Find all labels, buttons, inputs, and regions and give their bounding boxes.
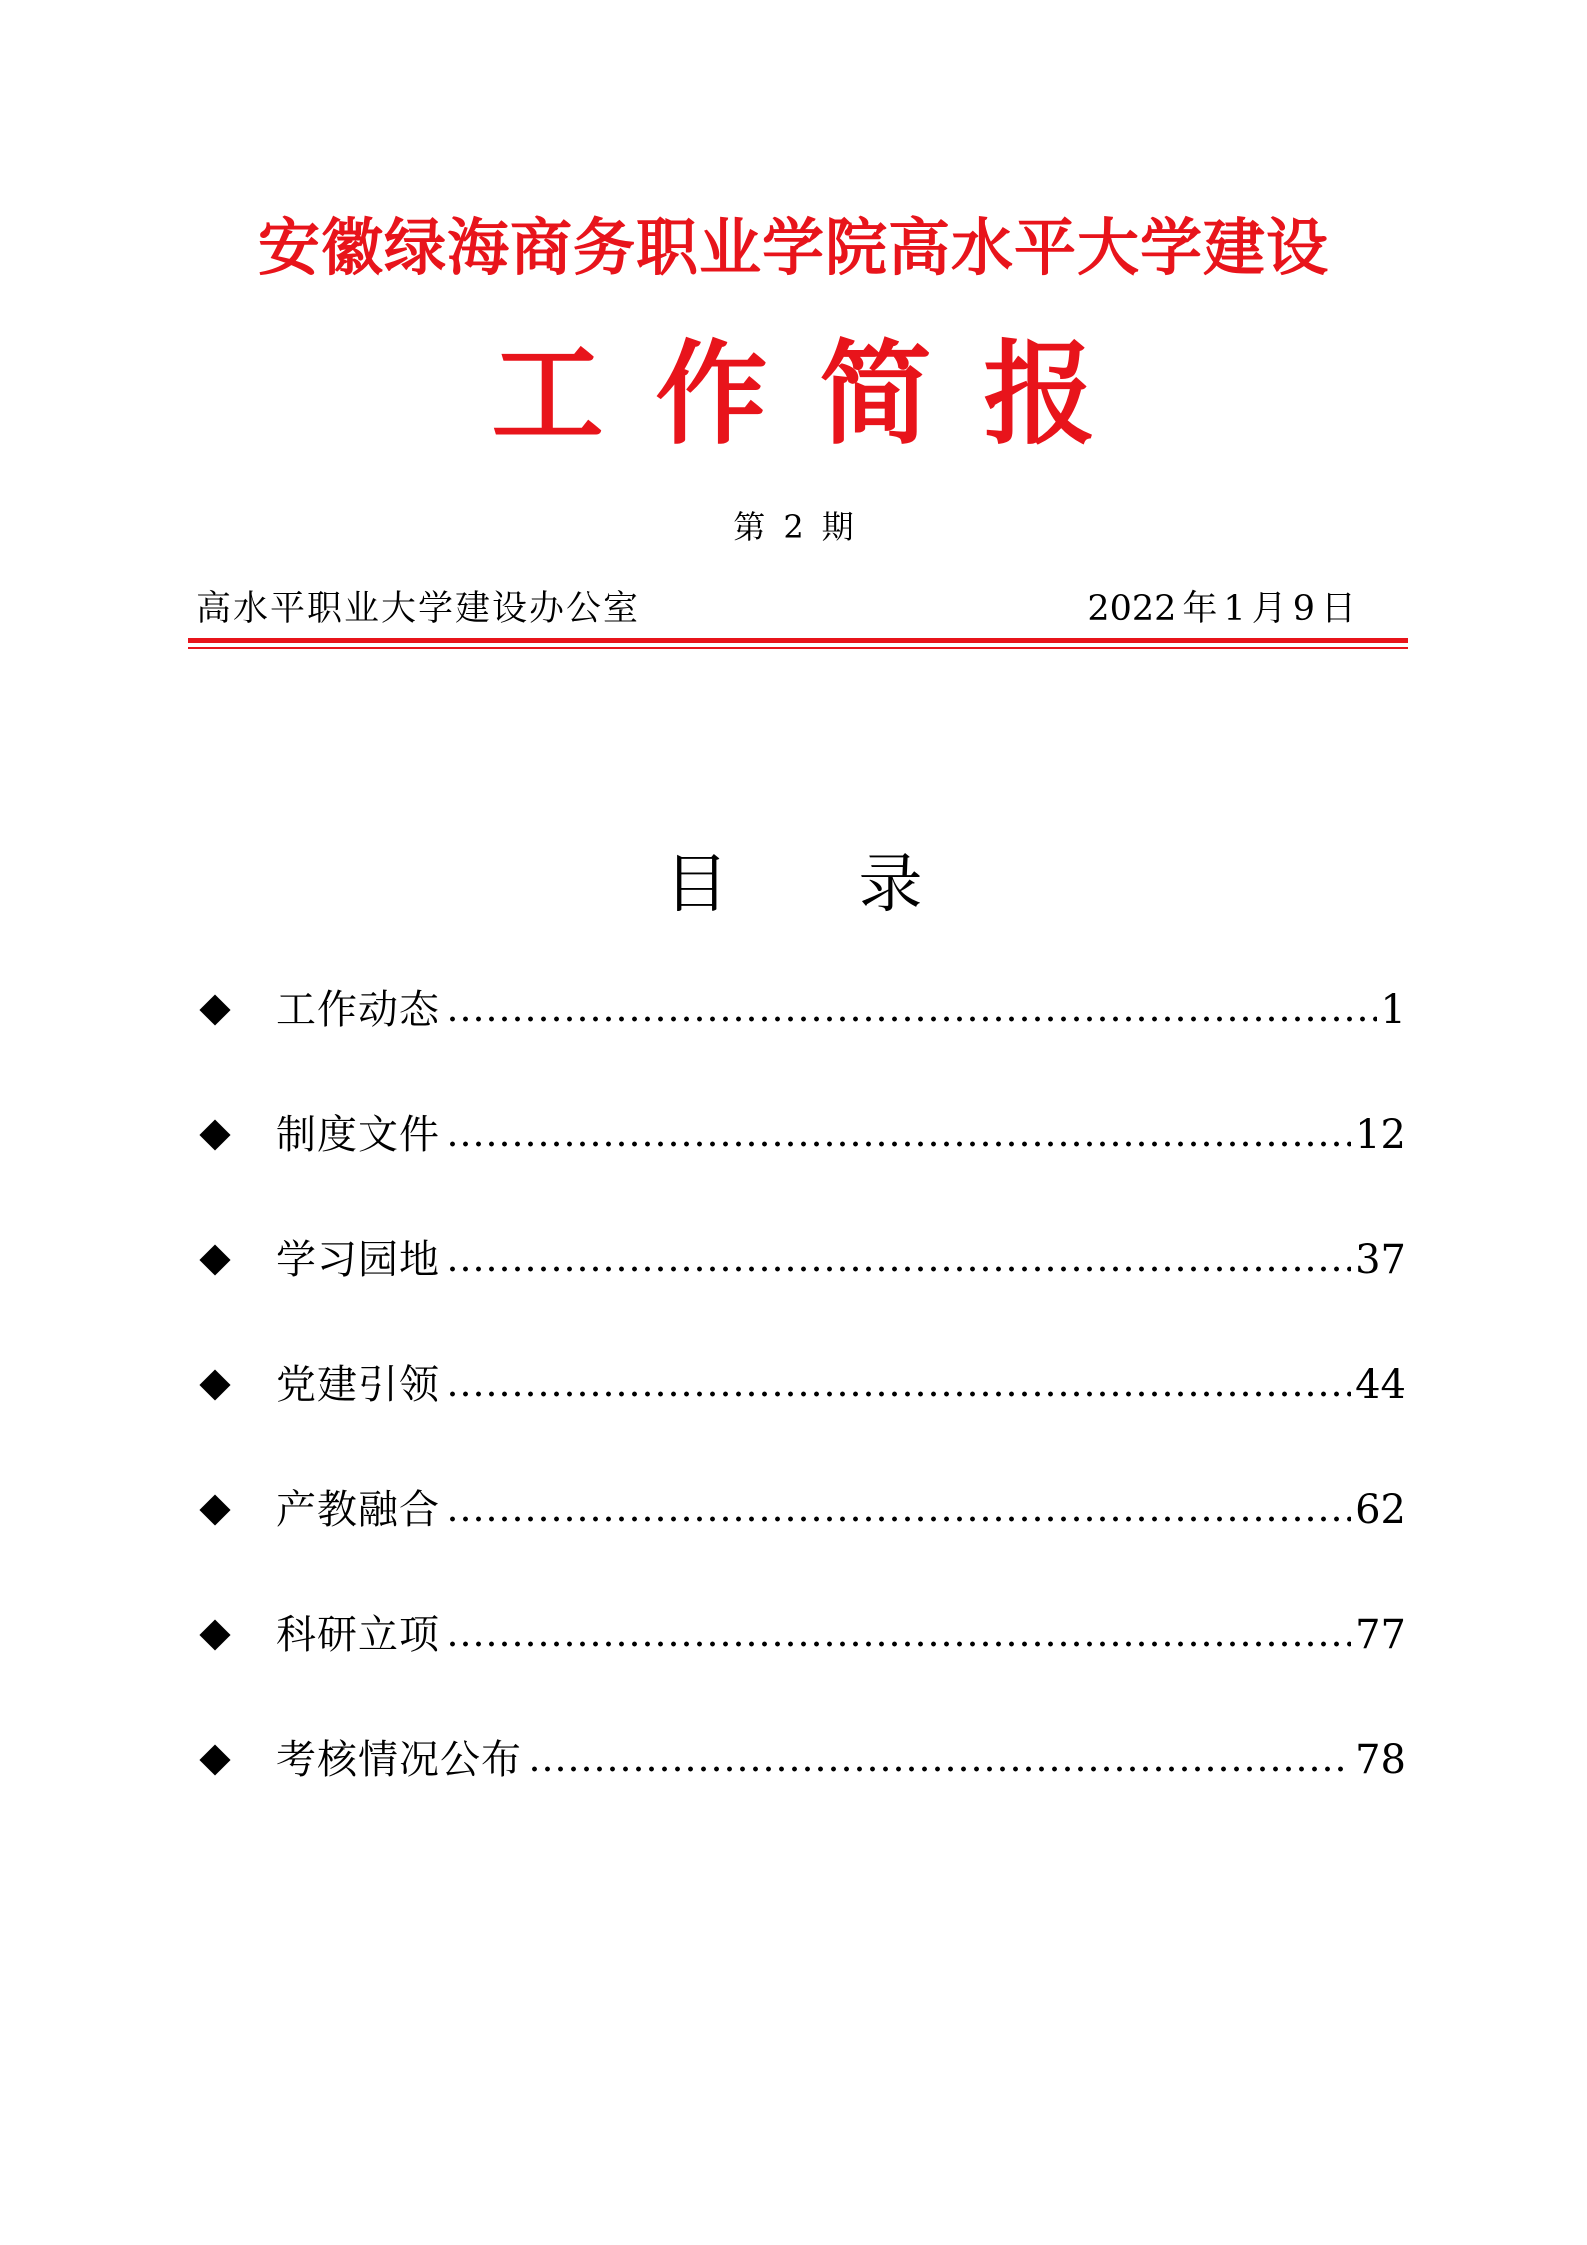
- toc-item-label: 制度文件: [276, 1112, 440, 1158]
- publishing-office: 高水平职业大学建设办公室: [196, 589, 641, 629]
- toc-item-page: 37: [1355, 1237, 1406, 1283]
- diamond-bullet-icon: [199, 1619, 230, 1650]
- toc-item[interactable]: [196, 1480, 1406, 1540]
- toc-item-page: 44: [1355, 1362, 1406, 1408]
- toc-title-right: 录: [858, 848, 923, 922]
- toc-item-page: 77: [1355, 1612, 1406, 1658]
- dot-leader: [446, 1516, 1351, 1522]
- toc-item-label: 产教融合: [276, 1487, 440, 1533]
- toc-item[interactable]: [196, 1730, 1406, 1790]
- diamond-bullet-icon: [199, 1369, 230, 1400]
- issue-number: [0, 502, 1587, 552]
- bulletin-title: 工作简报: [491, 330, 1148, 460]
- date-year-unit: 年: [1182, 589, 1218, 629]
- diamond-bullet-icon: [199, 1244, 230, 1275]
- dot-leader: [446, 1641, 1351, 1647]
- dot-leader: [528, 1766, 1351, 1772]
- diamond-bullet-icon: [199, 1744, 230, 1775]
- toc-item[interactable]: [196, 1230, 1406, 1290]
- diamond-bullet-icon: [199, 1119, 230, 1150]
- toc-item-page: 78: [1355, 1737, 1406, 1783]
- dot-leader: [446, 1391, 1351, 1397]
- toc-title-left: 目: [664, 848, 729, 922]
- toc-item-label: 学习园地: [276, 1237, 440, 1283]
- date-day-unit: 日: [1320, 589, 1356, 629]
- dot-leader: [446, 1141, 1351, 1147]
- date-month: 1: [1223, 589, 1246, 629]
- toc-item-page: 62: [1355, 1487, 1406, 1533]
- issue-value: 2: [783, 508, 804, 546]
- toc-item-page: 12: [1355, 1112, 1406, 1158]
- toc-item-label: 考核情况公布: [276, 1737, 522, 1783]
- diamond-bullet-icon: [199, 1494, 230, 1525]
- toc-item-page: 1: [1380, 987, 1406, 1033]
- toc-item[interactable]: [196, 1605, 1406, 1665]
- date-day: 9: [1292, 589, 1315, 629]
- date-month-unit: 月: [1251, 589, 1287, 629]
- toc-item-label: 科研立项: [276, 1612, 440, 1658]
- date-year: 2022: [1087, 589, 1177, 629]
- issue-prefix: 第: [733, 508, 766, 546]
- header-divider-thin: [188, 647, 1408, 649]
- toc-item[interactable]: [196, 1105, 1406, 1165]
- toc-item-label: 党建引领: [276, 1362, 440, 1408]
- toc-item-label: 工作动态: [276, 987, 440, 1033]
- institution-title: 安徽绿海商务职业学院高水平大学建设: [257, 211, 1329, 284]
- dot-leader: [446, 1266, 1351, 1272]
- header-divider-thick: [188, 638, 1408, 643]
- toc-item[interactable]: [196, 980, 1406, 1040]
- publish-date: [1087, 584, 1362, 634]
- toc-item[interactable]: [196, 1355, 1406, 1415]
- toc-title: [0, 845, 1587, 925]
- dot-leader: [446, 1016, 1377, 1022]
- issue-suffix: 期: [821, 508, 854, 546]
- diamond-bullet-icon: [199, 994, 230, 1025]
